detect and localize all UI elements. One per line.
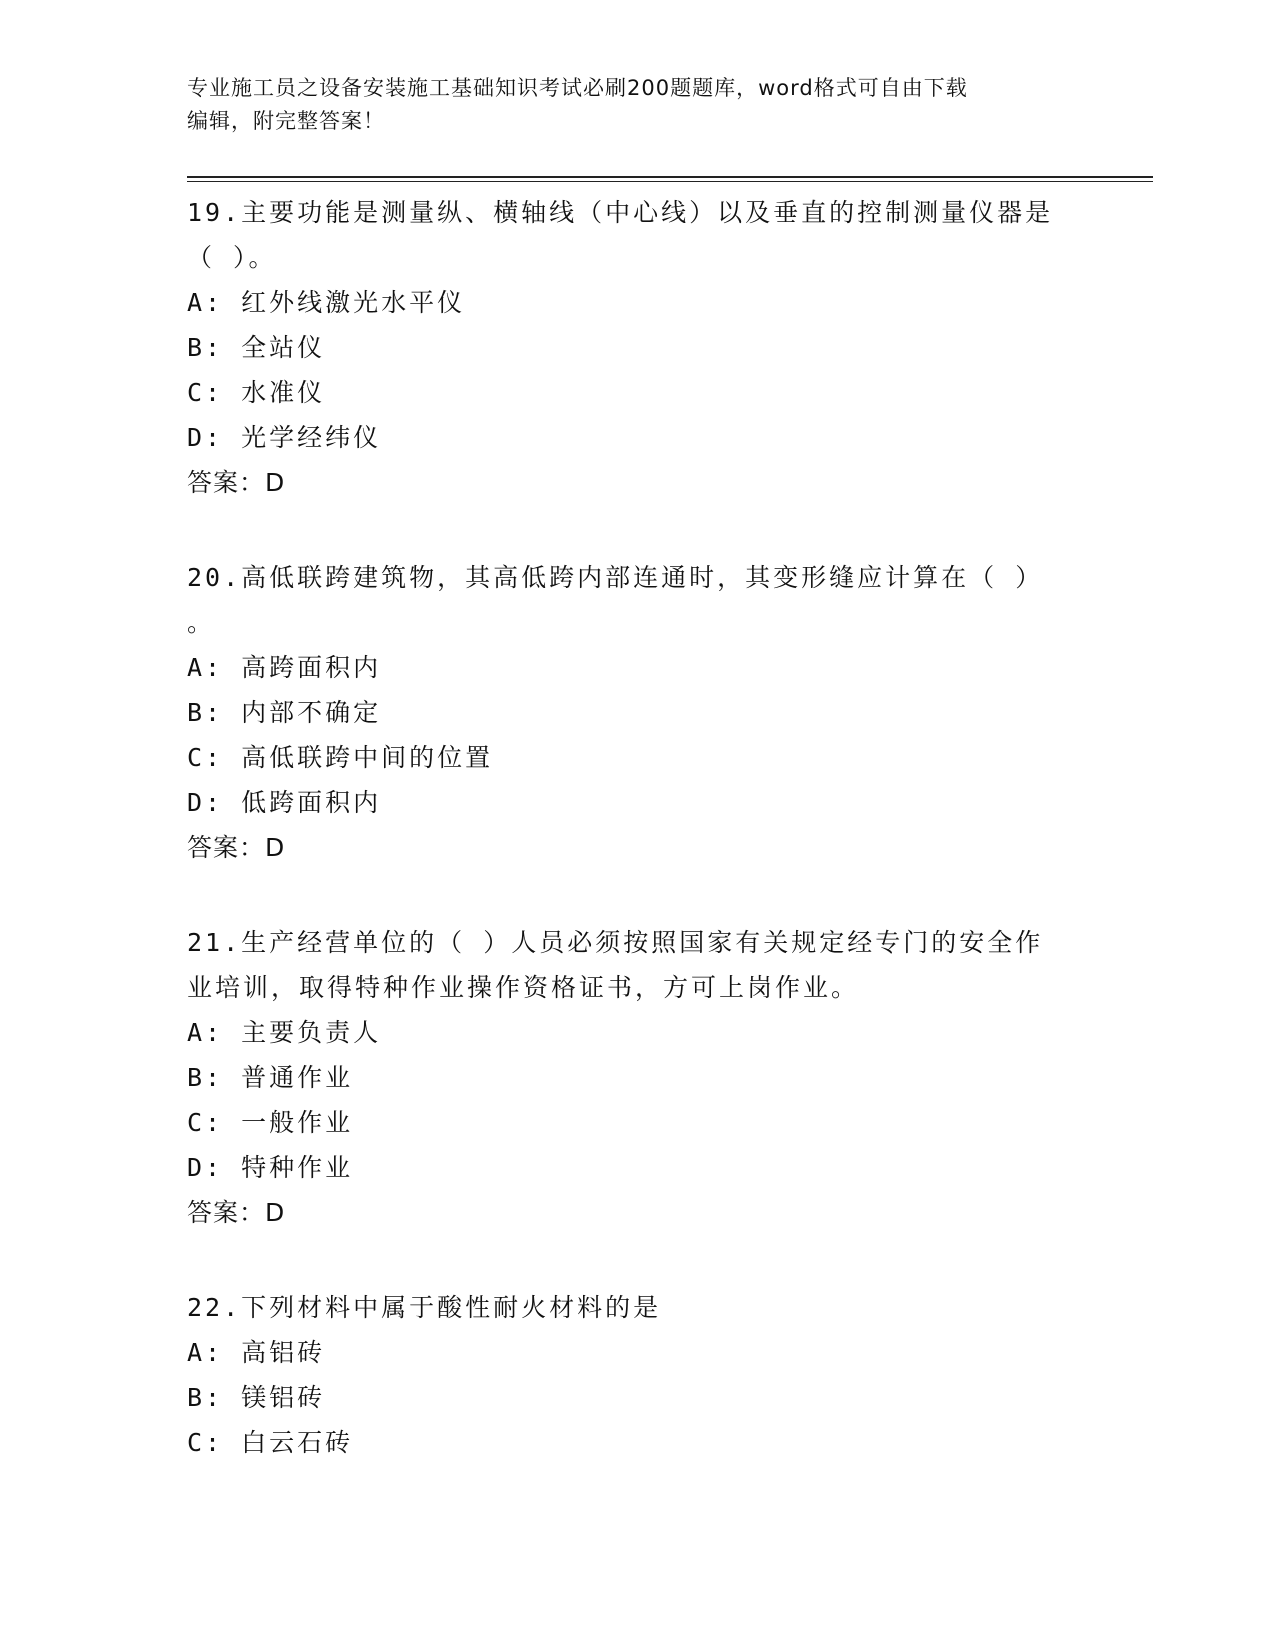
option-a: A: 高铝砖 (187, 1338, 326, 1367)
question-20 (187, 555, 1087, 870)
answer-line: 答案：D (187, 833, 286, 862)
question-22 (187, 1285, 1087, 1465)
header-line-1: 专业施工员之设备安装施工基础知识考试必刷200题题库，word格式可自由下载 (187, 76, 968, 100)
option-b: B: 全站仪 (187, 333, 326, 362)
document-header (187, 72, 1087, 138)
question-19 (187, 190, 1087, 505)
answer-line: 答案：D (187, 468, 286, 497)
option-c: C: 水准仪 (187, 378, 326, 407)
question-stem: 19.主要功能是测量纵、横轴线（中心线）以及垂直的控制测量仪器是 (187, 198, 1054, 227)
option-d: D: 低跨面积内 (187, 788, 382, 817)
option-c: C: 高低联跨中间的位置 (187, 743, 494, 772)
answer-line: 答案：D (187, 1198, 286, 1227)
header-divider-thick (187, 176, 1153, 178)
option-d: D: 特种作业 (187, 1153, 354, 1182)
question-21 (187, 920, 1087, 1235)
option-a: A: 高跨面积内 (187, 653, 382, 682)
question-stem: 21.生产经营单位的（ ）人员必须按照国家有关规定经专门的安全作 (187, 928, 1044, 957)
question-list (187, 190, 1087, 1465)
option-b: B: 镁铝砖 (187, 1383, 326, 1412)
option-a: A: 红外线激光水平仪 (187, 288, 466, 317)
option-a: A: 主要负责人 (187, 1018, 382, 1047)
option-c: C: 白云石砖 (187, 1428, 354, 1457)
option-b: B: 内部不确定 (187, 698, 382, 727)
option-d: D: 光学经纬仪 (187, 423, 382, 452)
header-divider-thin (187, 181, 1153, 182)
question-stem-continued: 。 (187, 608, 216, 637)
question-stem-continued: 业培训，取得特种作业操作资格证书，方可上岗作业。 (187, 973, 860, 1002)
header-line-2: 编辑，附完整答案！ (187, 109, 385, 133)
question-stem-continued: （ ）。 (187, 243, 277, 272)
question-stem: 22.下列材料中属于酸性耐火材料的是 (187, 1293, 662, 1322)
option-b: B: 普通作业 (187, 1063, 354, 1092)
question-stem: 20.高低联跨建筑物，其高低跨内部连通时，其变形缝应计算在（ ） (187, 563, 1044, 592)
option-c: C: 一般作业 (187, 1108, 354, 1137)
